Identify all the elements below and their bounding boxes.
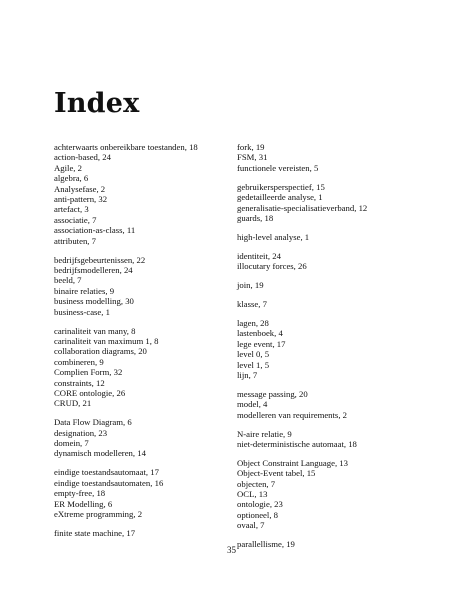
index-entry: constraints, 12 [54,377,105,388]
index-entry: CRUD, 21 [54,398,92,409]
index-letter-group [237,318,412,380]
index-entry: carinaliteit van many, 8 [54,325,136,336]
index-entry: Object Constraint Language, 13 [237,457,348,468]
index-entry: artefact, 3 [54,204,89,215]
index-entry: attributen, 7 [54,235,96,246]
index-entry: Agile, 2 [54,162,82,173]
index-entry: level 1, 5 [237,359,270,370]
index-entry: N-aire relatie, 9 [237,428,292,439]
index-letter-group [237,280,412,290]
index-entry: domein, 7 [54,438,89,449]
index-entry: join, 19 [237,280,264,291]
index-entry: finite state machine, 17 [54,527,136,538]
index-entry: business modelling, 30 [54,296,134,307]
index-entry: OCL, 13 [237,489,268,500]
index-entry: bedrijfsgebeurtenissen, 22 [54,254,146,265]
index-entry: illocutary forces, 26 [237,261,307,272]
index-entry: collaboration diagrams, 20 [54,346,147,357]
index-entry: lijn, 7 [237,369,258,380]
index-entry: ER Modelling, 6 [54,498,113,509]
index-letter-group [237,251,412,272]
index-entry: modelleren van requirements, 2 [237,409,348,420]
index-entry: parallellisme, 19 [237,539,295,550]
index-entry: bedrijfsmodelleren, 24 [54,264,133,275]
index-entry: designation, 23 [54,427,108,438]
index-letter-group [54,255,229,317]
index-letter-group [237,299,412,309]
index-entry: ovaal, 7 [237,520,265,531]
index-entry: eindige toestandsautomaten, 16 [54,477,164,488]
index-entry: Complien Form, 32 [54,367,123,378]
index-entry: optioneel, 8 [237,509,279,520]
index-entry: functionele vereisten, 5 [237,162,319,173]
index-entry: combineren, 9 [54,356,104,367]
index-entry: algebra, 6 [54,173,89,184]
index-entry: generalisatie-specialisatieverband, 12 [237,202,368,213]
index-entry: anti-pattern, 32 [54,194,108,205]
index-letter-group [237,142,412,173]
index-entry: dynamisch modelleren, 14 [54,448,146,459]
index-entry: association-as-class, 11 [54,225,136,236]
index-entry: objecten, 7 [237,478,276,489]
index-entry: beeld, 7 [54,275,82,286]
index-entry: gedetailleerde analyse, 1 [237,192,323,203]
index-entry: CORE ontologie, 26 [54,387,126,398]
index-entry: FSM, 31 [237,152,268,163]
index-entry: eXtreme programming, 2 [54,509,143,519]
index-entry: lagen, 28 [237,317,269,328]
index-entry: achterwaarts onbereikbare toestanden, 18 [54,142,198,152]
index-entry: klasse, 7 [237,298,267,309]
page-title: Index [54,88,140,119]
index-entry: Data Flow Diagram, 6 [54,417,132,428]
index-entry: eindige toestandsautomaat, 17 [54,467,159,478]
index-entry: guards, 18 [237,212,274,223]
index-letter-group [54,528,229,538]
index-letter-group [237,232,412,242]
page-number: 35 [227,545,236,555]
index-entry: empty-free, 18 [54,488,106,499]
index-letter-group [237,458,412,531]
index-letter-group [237,182,412,224]
index-entry: niet-deterministische automaat, 18 [237,438,357,449]
index-entry: associatie, 7 [54,214,97,225]
index-entry: lastenboek, 4 [237,328,283,339]
index-letter-group [54,142,229,246]
index-column-left [54,142,229,547]
index-letter-group [54,417,229,459]
index-entry: Object-Event tabel, 15 [237,468,316,479]
index-entry: gebruikersperspectief, 15 [237,181,325,192]
index-entry: high-level analyse, 1 [237,231,310,242]
index-entry: binaire relaties, 9 [54,285,115,296]
index-letter-group [54,467,229,519]
index-column-right [237,142,412,558]
index-letter-group [237,429,412,450]
index-letter-group [54,326,229,409]
index-entry: Analysefase, 2 [54,183,106,194]
index-entry: lege event, 17 [237,338,286,349]
index-entry: action-based, 24 [54,152,111,163]
index-entry: message passing, 20 [237,388,308,399]
index-letter-group [237,389,412,420]
index-entry: fork, 19 [237,142,265,152]
index-entry: model, 4 [237,399,268,410]
index-entry: carinaliteit van maximum 1, 8 [54,335,159,346]
index-entry: level 0, 5 [237,349,270,360]
index-entry: ontologie, 23 [237,499,283,510]
index-entry: business-case, 1 [54,306,110,317]
index-entry: identiteit, 24 [237,250,281,261]
